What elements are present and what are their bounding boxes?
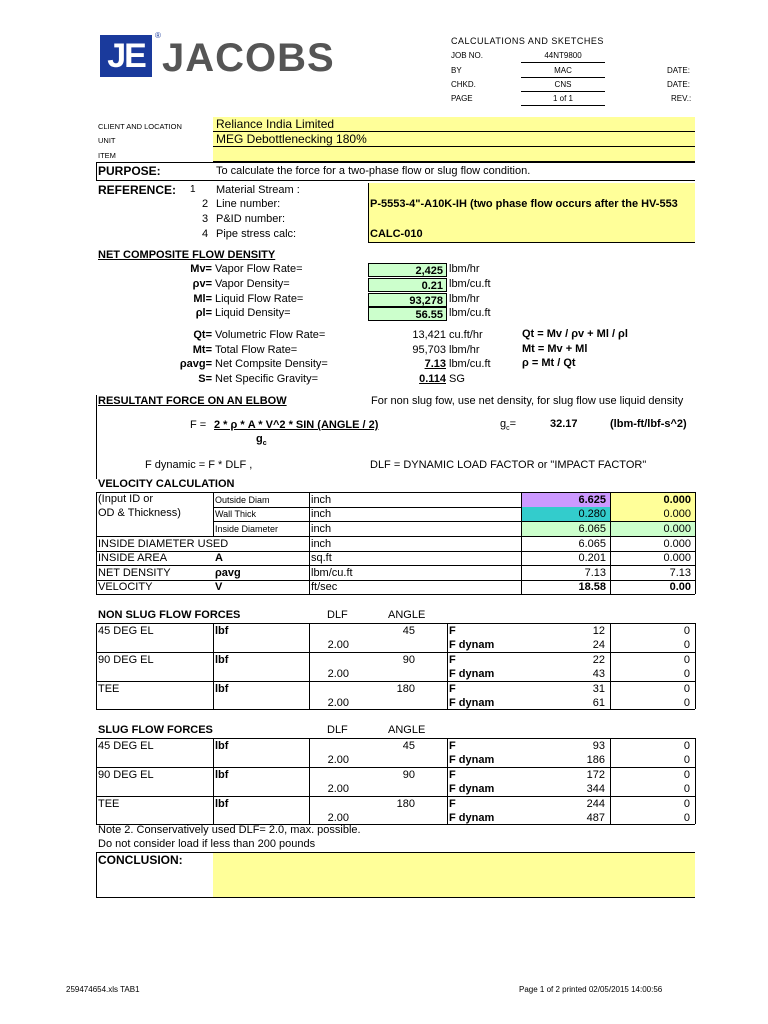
velocity-row-name: VELOCITY [98,581,153,593]
result-symbol: Qt= [193,329,212,341]
force-f-value: 12 [592,625,605,637]
force-dlf: 2.00 [327,639,349,651]
velocity-value-alt: 0.000 [663,538,691,550]
rule-line [96,492,97,594]
velocity-row-unit: ft/sec [311,581,338,593]
purpose-label: PURPOSE: [98,164,161,178]
rule-line [96,738,97,824]
rule-line [447,623,448,709]
velocity-row-name: INSIDE DIAMETER USED [98,538,229,550]
force-f-value-alt: 0 [683,683,690,695]
result-symbol: S= [198,373,212,385]
force-f-label: F [449,769,456,781]
reference-text: Pipe stress calc: [216,228,297,240]
velocity-row-unit: inch [311,508,332,520]
density-unit: lbm/cu.ft [449,278,491,290]
density-input-value: 0.21 [368,278,447,292]
force-eq-lhs: F = [190,419,207,431]
force-fdyn-label: F dynam [449,754,495,766]
footer-file: 259474654.xls TAB1 [66,985,140,994]
velocity-value-alt: 0.000 [611,522,695,536]
reference-num: 4 [202,228,209,240]
force-row-unit: lbf [215,740,229,752]
velocity-row-symbol: V [215,581,223,593]
rule-line [96,623,97,709]
density-heading: NET COMPOSITE FLOW DENSITY [98,249,276,261]
reference-value: CALC-010 [368,227,695,242]
force-eq-denominator: $g_c$ [256,433,267,448]
force-row-name: TEE [98,683,120,695]
force-eq-numerator: 2 * ρ * A * V^2 * SIN (ANGLE / 2) [214,419,379,431]
force-f-value: 22 [592,654,605,666]
result-symbol: Mt= [192,344,212,356]
force-heading: RESULTANT FORCE ON AN ELBOW [98,395,287,407]
rule-line [695,623,696,709]
note-dlf: Note 2. Conservatively used DLF= 2.0, max. possible. [98,824,361,836]
force-f-label: F [449,683,456,695]
item-label: ITEM [98,151,116,160]
slug-dlf-header: DLF [327,724,348,736]
density-input-value: 56.55 [368,307,447,321]
by-value: MAC [554,66,572,75]
unit-label: UNIT [98,136,116,145]
rule-line [695,738,696,824]
force-dlf: 2.00 [327,783,349,795]
velocity-value-alt: 0.000 [663,552,691,564]
velocity-row-unit: sq.ft [311,552,332,564]
conclusion-box [213,853,695,897]
velocity-value-alt: 0.000 [611,493,695,507]
velocity-heading: VELOCITY CALCULATION [98,478,235,490]
force-fdyn-value-alt: 0 [683,697,690,709]
velocity-value: 18.58 [578,581,606,593]
force-fdyn-label: F dynam [449,812,495,824]
force-fdyn-value: 43 [592,668,605,680]
velocity-note-1: (Input ID or [98,493,154,505]
force-angle: 90 [402,769,415,781]
reference-value [368,212,695,227]
force-angle: 180 [396,798,415,810]
force-f-value-alt: 0 [683,740,690,752]
force-fdyn-value-alt: 0 [683,754,690,766]
density-input-value: 2,425 [368,263,447,277]
density-unit: lbm/hr [449,293,480,305]
velocity-row-symbol: ρavg [215,567,241,579]
density-desc: Vapor Flow Rate= [215,263,303,275]
chkd-label: CHKD. [451,80,476,89]
result-desc: Volumetric Flow Rate= [215,329,326,341]
logo-name: JACOBS [162,36,335,80]
force-fdyn-label: F dynam [449,668,495,680]
force-f-label: F [449,625,456,637]
force-fdyn-value: 24 [592,639,605,651]
conclusion-label: CONCLUSION: [98,853,183,867]
reference-num: 2 [202,198,209,210]
reference-num: 1 [190,184,196,195]
rule-line [447,738,448,824]
rule-line [368,183,369,243]
result-unit: lbm/hr [449,344,480,356]
force-row-unit: lbf [215,798,229,810]
result-desc: Total Flow Rate= [215,344,298,356]
result-unit: lbm/cu.ft [449,358,491,370]
date1-label: DATE: [667,66,690,75]
gc-unit: (lbm-ft/lbf-s^2) [610,418,687,430]
reference-text: Line number: [216,198,281,210]
result-desc: Net Specific Gravity= [215,373,319,385]
velocity-value-alt: 0.00 [669,581,691,593]
force-fdyn-value-alt: 0 [683,783,690,795]
force-fdyn-value-alt: 0 [683,668,690,680]
force-f-value: 244 [586,798,605,810]
velocity-value: 6.625 [522,493,610,507]
logo-mark: JE [100,35,152,77]
density-desc: Liquid Density= [215,307,291,319]
gc-value: 32.17 [550,418,578,430]
density-desc: Vapor Density= [215,278,290,290]
job-label: JOB NO. [451,51,484,60]
result-value: 95,703 [412,344,446,356]
result-formula: ρ = Mt / Qt [522,357,576,369]
result-formula: Qt = Mv / ρv + Ml / ρl [522,328,628,340]
force-f-value: 93 [592,740,605,752]
density-symbol: ρl= [195,307,212,319]
nonslug-heading: NON SLUG FLOW FORCES [98,609,241,621]
force-dlf: 2.00 [327,812,349,824]
job-value: 44NT9800 [544,51,582,60]
velocity-note-2: OD & Thickness) [98,507,181,519]
purpose-text: To calculate the force for a two-phase flow or slug flow condition. [216,165,531,177]
force-fdyn-value-alt: 0 [683,639,690,651]
result-formula: Mt = Mv + Ml [522,343,588,355]
rule-line [309,492,310,594]
force-row-name: TEE [98,798,120,810]
note-load: Do not consider load if less than 200 pounds [98,838,316,850]
force-row-name: 45 DEG EL [98,625,154,637]
gc-label: $g_c=$ [500,418,517,433]
item-value [213,147,695,161]
dlf-definition: DLF = DYNAMIC LOAD FACTOR or "IMPACT FACTOR" [370,459,647,471]
velocity-row-unit: lbm/cu.ft [311,567,353,579]
result-symbol: ρavg= [179,358,212,370]
result-value: 13,421 [412,329,446,341]
velocity-row-unit: inch [311,494,332,506]
force-dlf: 2.00 [327,668,349,680]
chkd-value: CNS [554,80,572,89]
rule-line [213,492,214,536]
force-f-value: 31 [592,683,605,695]
force-row-unit: lbf [215,654,229,666]
force-dlf: 2.00 [327,754,349,766]
density-unit: lbm/cu.ft [449,307,491,319]
rule-line [695,492,696,594]
force-dlf: 2.00 [327,697,349,709]
reference-value: P-5553-4"-A10K-IH (two phase flow occurs after the HV-553 [368,197,695,212]
density-symbol: Ml= [193,293,212,305]
force-row-name: 90 DEG EL [98,769,154,781]
force-fdyn-label: F dynam [449,639,495,651]
velocity-value: 7.13 [584,567,606,579]
result-unit: SG [449,373,465,385]
density-symbol: ρv= [192,278,212,290]
velocity-row-unit: inch [311,523,332,535]
force-row-name: 45 DEG EL [98,740,154,752]
force-f-value-alt: 0 [683,769,690,781]
force-note: For non slug fow, use net density, for slug flow use liquid density [371,395,684,407]
force-angle: 90 [402,654,415,666]
force-fdyn-value: 186 [586,754,605,766]
reference-num: 3 [202,213,209,225]
reference-label: REFERENCE: [98,183,177,197]
velocity-row-symbol: A [215,552,223,564]
density-unit: lbm/hr [449,263,480,275]
force-row-unit: lbf [215,625,229,637]
velocity-value-alt: 0.000 [611,507,695,521]
force-f-label: F [449,654,456,666]
client-value: Reliance India Limited [213,117,695,131]
reference-text: P&ID number: [216,213,286,225]
rule-line [96,709,695,710]
velocity-row-symbol: Wall Thick [215,509,257,519]
rule-line [96,594,695,595]
force-fdyn-value: 344 [586,783,605,795]
velocity-row-name: INSIDE AREA [98,552,168,564]
force-angle: 180 [396,683,415,695]
result-desc: Net Compsite Density= [215,358,328,370]
result-unit: cu.ft/hr [449,329,483,341]
page-label: PAGE [451,94,473,103]
density-desc: Liquid Flow Rate= [215,293,304,305]
force-f-label: F [449,798,456,810]
velocity-value-alt: 7.13 [669,567,691,579]
company-logo [100,31,375,80]
force-row-unit: lbf [215,769,229,781]
density-symbol: Mv= [190,263,212,275]
force-f-value-alt: 0 [683,798,690,810]
force-angle: 45 [402,625,415,637]
velocity-row-symbol: Inside Diameter [215,524,279,534]
force-fdyn-value-alt: 0 [683,812,690,824]
nonslug-angle-header: ANGLE [388,609,426,621]
unit-value: MEG Debottlenecking 180% [213,132,695,146]
by-label: BY [451,66,462,75]
force-angle: 45 [402,740,415,752]
rev-label: REV.: [671,94,692,103]
slug-angle-header: ANGLE [388,724,426,736]
force-fdyn-value: 61 [592,697,605,709]
velocity-value: 0.201 [578,552,606,564]
force-row-name: 90 DEG EL [98,654,154,666]
velocity-row-unit: inch [311,538,332,550]
logo-registered: ® [155,31,161,40]
result-value: 0.114 [419,373,446,385]
velocity-row-name: NET DENSITY [98,567,171,579]
header-title: CALCULATIONS AND SKETCHES [451,36,604,46]
client-label: CLIENT AND LOCATION [98,122,182,131]
density-input-value: 93,278 [368,293,447,307]
reference-text: Material Stream : [216,184,300,196]
force-f-value-alt: 0 [683,654,690,666]
reference-value [368,183,695,198]
force-fdyn-label: F dynam [449,697,495,709]
force-row-unit: lbf [215,683,229,695]
footer-print-info: Page 1 of 2 printed 02/05/2015 14:00:56 [519,985,663,994]
nonslug-dlf-header: DLF [327,609,348,621]
force-f-value: 172 [586,769,605,781]
velocity-value: 6.065 [522,522,610,536]
velocity-value: 0.280 [522,507,610,521]
date2-label: DATE: [667,80,690,89]
velocity-row-symbol: Outside Diam [215,495,270,505]
page-value: 1 of 1 [552,94,573,103]
force-fdyn-value: 487 [586,812,605,824]
force-dynamic: F dynamic = F * DLF , [145,459,253,471]
velocity-value: 6.065 [578,538,606,550]
slug-heading: SLUG FLOW FORCES [98,724,213,736]
force-fdyn-label: F dynam [449,783,495,795]
force-f-label: F [449,740,456,752]
force-f-value-alt: 0 [683,625,690,637]
result-value: 7.13 [424,358,446,370]
rule-line [368,242,695,243]
